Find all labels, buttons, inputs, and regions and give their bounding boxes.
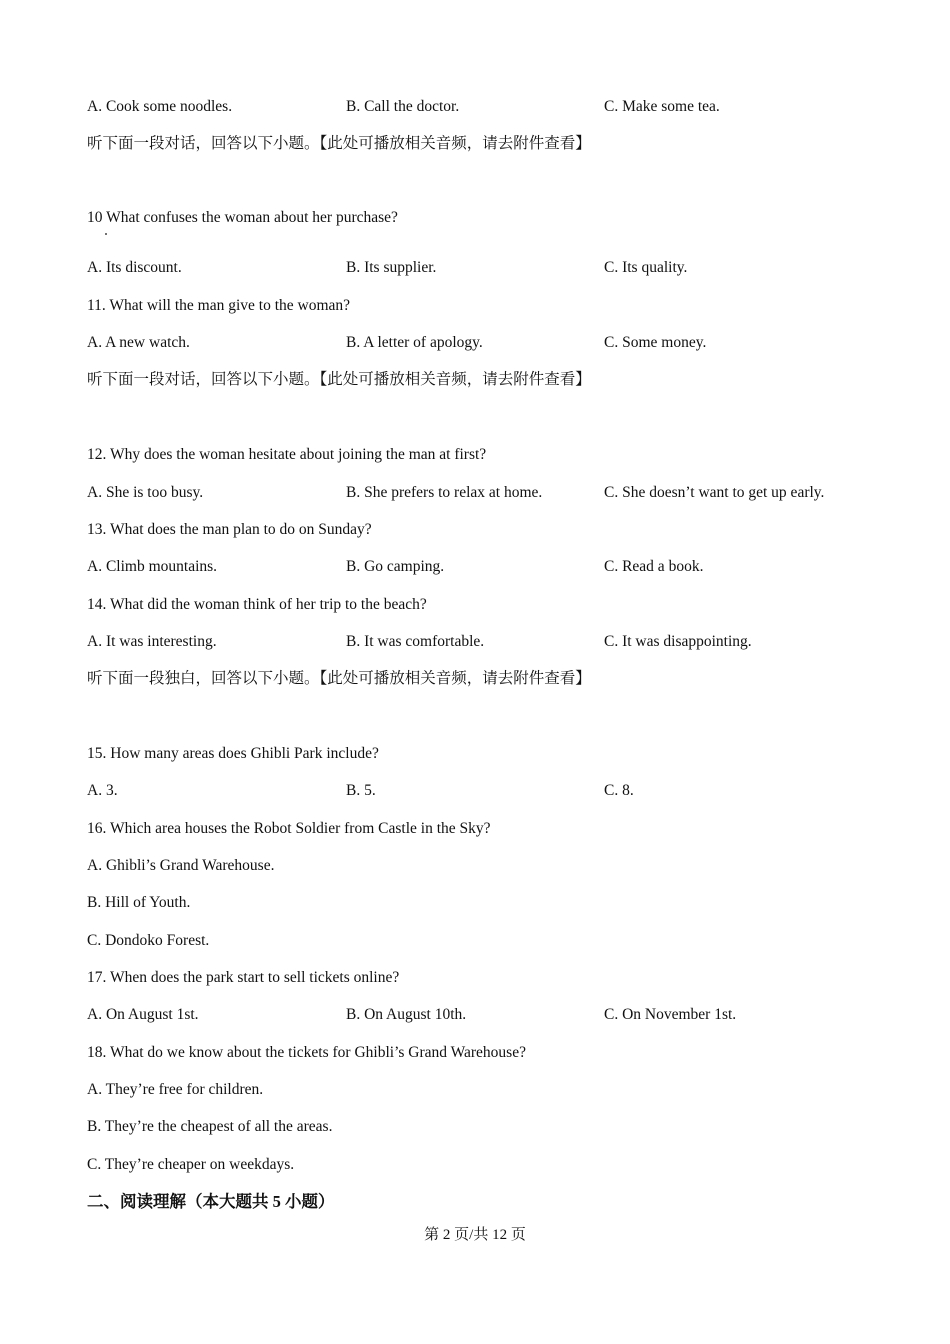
section-title: 二、阅读理解（本大题共 5 小题）: [87, 1192, 335, 1211]
q17-options: [87, 1005, 887, 1025]
option-b: B. It was comfortable.: [346, 633, 485, 650]
option-b: B. She prefers to relax at home.: [346, 484, 543, 501]
option-a: A. A new watch.: [87, 334, 190, 351]
q9-options: [87, 97, 887, 117]
option-c: C. It was disappointing.: [604, 633, 752, 650]
q18-option-a: A. They’re free for children.: [87, 1081, 264, 1098]
option-a: A. Climb mountains.: [87, 558, 218, 575]
q14-stem: 14. What did the woman think of her trip to the beach?: [87, 596, 427, 613]
option-b: B. A letter of apology.: [346, 334, 483, 351]
option-c: C. 8.: [604, 782, 634, 799]
option-a: A. It was interesting.: [87, 633, 217, 650]
option-c: C. Read a book.: [604, 558, 704, 575]
audio-instruction-2: 听下面一段对话，回答以下小题。【此处可播放相关音频，请去附件查看】: [87, 371, 591, 388]
q18-stem: 18. What do we know about the tickets for Ghibli’s Grand Warehouse?: [87, 1044, 526, 1061]
q10-options: [87, 258, 887, 278]
option-a: A. On August 1st.: [87, 1006, 199, 1023]
option-b: B. Its supplier.: [346, 259, 437, 276]
option-c: C. Some money.: [604, 334, 707, 351]
q17-stem: 17. When does the park start to sell tickets online?: [87, 969, 400, 986]
q16-stem: 16. Which area houses the Robot Soldier from Castle in the Sky?: [87, 820, 491, 837]
q18-option-b: B. They’re the cheapest of all the areas.: [87, 1118, 333, 1135]
option-c: C. Its quality.: [604, 259, 688, 276]
option-c: C. Make some tea.: [604, 98, 720, 115]
option-a: A. Cook some noodles.: [87, 98, 233, 115]
q12-stem: 12. Why does the woman hesitate about joining the man at first?: [87, 446, 487, 463]
q14-options: [87, 632, 887, 652]
option-a: A. She is too busy.: [87, 484, 204, 501]
q13-stem: 13. What does the man plan to do on Sunday?: [87, 521, 372, 538]
q16-option-b: B. Hill of Youth.: [87, 894, 191, 911]
q10-stem: 10 What confuses the woman about her purchase?: [87, 209, 398, 226]
q16-option-c: C. Dondoko Forest.: [87, 932, 210, 949]
q15-options: [87, 781, 887, 801]
q12-options: [87, 483, 887, 503]
audio-instruction-1: 听下面一段对话，回答以下小题。【此处可播放相关音频，请去附件查看】: [87, 135, 591, 152]
option-a: A. 3.: [87, 782, 118, 799]
q11-options: [87, 333, 887, 353]
q15-stem: 15. How many areas does Ghibli Park include?: [87, 745, 379, 762]
option-b: B. Go camping.: [346, 558, 445, 575]
option-c: C. On November 1st.: [604, 1006, 737, 1023]
page-footer: 第 2 页/共 12 页: [424, 1227, 526, 1243]
option-a: A. Its discount.: [87, 259, 182, 276]
q16-option-a: A. Ghibli’s Grand Warehouse.: [87, 857, 275, 874]
q11-stem: 11. What will the man give to the woman?: [87, 297, 351, 314]
option-b: B. On August 10th.: [346, 1006, 467, 1023]
option-b: B. Call the doctor.: [346, 98, 460, 115]
audio-instruction-3: 听下面一段独白，回答以下小题。【此处可播放相关音频，请去附件查看】: [87, 670, 591, 687]
stray-dot: [105, 233, 107, 235]
q13-options: [87, 557, 887, 577]
option-c: C. She doesn’t want to get up early.: [604, 484, 825, 501]
q18-option-c: C. They’re cheaper on weekdays.: [87, 1156, 295, 1173]
option-b: B. 5.: [346, 782, 376, 799]
